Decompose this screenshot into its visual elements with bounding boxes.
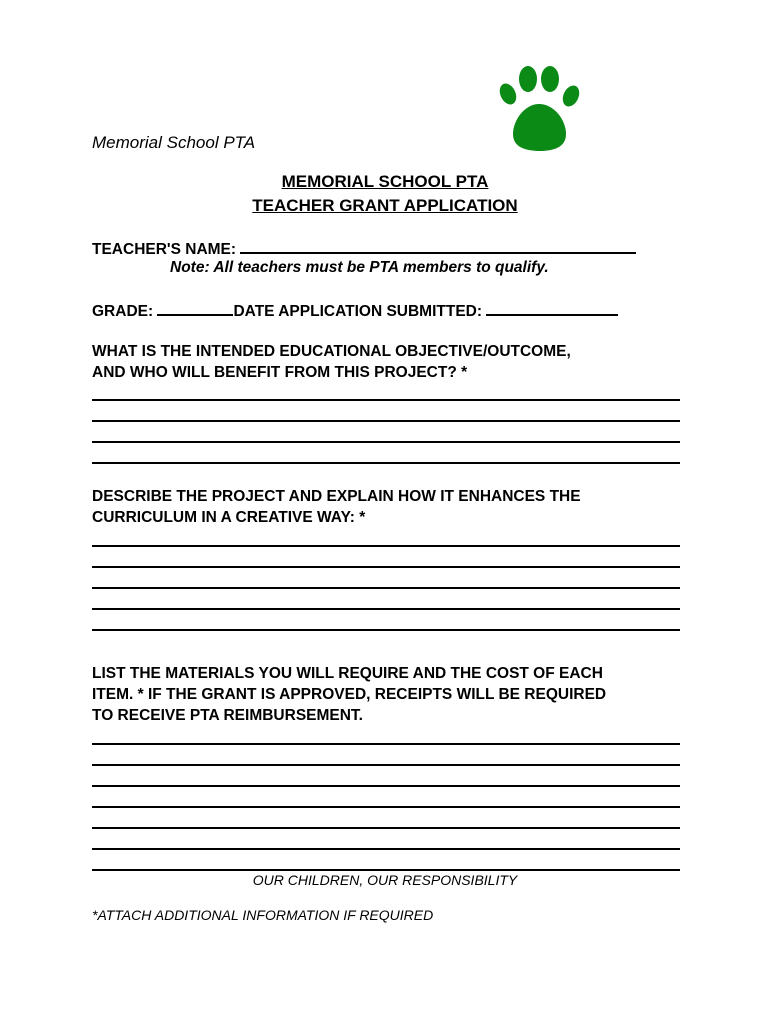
attach-note: *ATTACH ADDITIONAL INFORMATION IF REQUIRED (92, 907, 434, 923)
question-1-line-1: WHAT IS THE INTENDED EDUCATIONAL OBJECTIVE/OUTCOME, (92, 343, 571, 360)
question-3-line-3: TO RECEIVE PTA REIMBURSEMENT. (92, 707, 363, 724)
question-2-line-1: DESCRIBE THE PROJECT AND EXPLAIN HOW IT ENHANCES THE (92, 488, 581, 505)
grade-label: GRADE: (92, 303, 154, 320)
teacher-name-row (92, 238, 636, 259)
answer-line-3-6[interactable] (92, 848, 680, 850)
teacher-name-field[interactable] (240, 238, 636, 254)
question-3-line-2: ITEM. * IF THE GRANT IS APPROVED, RECEIPTS WILL BE REQUIRED (92, 686, 607, 703)
answer-line-1-2[interactable] (92, 420, 680, 422)
motto: OUR CHILDREN, OUR RESPONSIBILITY (252, 872, 518, 888)
date-submitted-field[interactable] (486, 300, 618, 316)
answer-line-3-3[interactable] (92, 785, 680, 787)
question-3-line-1: LIST THE MATERIALS YOU WILL REQUIRE AND THE COST OF EACH (92, 665, 603, 682)
question-1-line-2: AND WHO WILL BENEFIT FROM THIS PROJECT? * (92, 364, 468, 381)
teacher-name-label: TEACHER'S NAME: (92, 241, 237, 258)
form-title-line-2: TEACHER GRANT APPLICATION (252, 196, 518, 215)
membership-note: Note: All teachers must be PTA members to qualify. (170, 259, 549, 276)
answer-line-3-4[interactable] (92, 806, 680, 808)
organization-name: Memorial School PTA (92, 133, 256, 152)
grade-field[interactable] (157, 300, 233, 316)
answer-line-3-7[interactable] (92, 869, 680, 871)
answer-line-2-1[interactable] (92, 545, 680, 547)
paw-print-icon (496, 64, 584, 152)
answer-line-2-3[interactable] (92, 587, 680, 589)
answer-line-2-4[interactable] (92, 608, 680, 610)
answer-line-3-2[interactable] (92, 764, 680, 766)
answer-line-2-5[interactable] (92, 629, 680, 631)
answer-line-1-4[interactable] (92, 462, 680, 464)
answer-line-1-1[interactable] (92, 399, 680, 401)
date-submitted-label: DATE APPLICATION SUBMITTED: (233, 303, 483, 320)
question-2-line-2: CURRICULUM IN A CREATIVE WAY: * (92, 509, 366, 526)
form-title-line-1: MEMORIAL SCHOOL PTA (281, 172, 489, 191)
grade-date-row (92, 300, 618, 321)
answer-line-1-3[interactable] (92, 441, 680, 443)
answer-line-2-2[interactable] (92, 566, 680, 568)
answer-line-3-5[interactable] (92, 827, 680, 829)
answer-line-3-1[interactable] (92, 743, 680, 745)
